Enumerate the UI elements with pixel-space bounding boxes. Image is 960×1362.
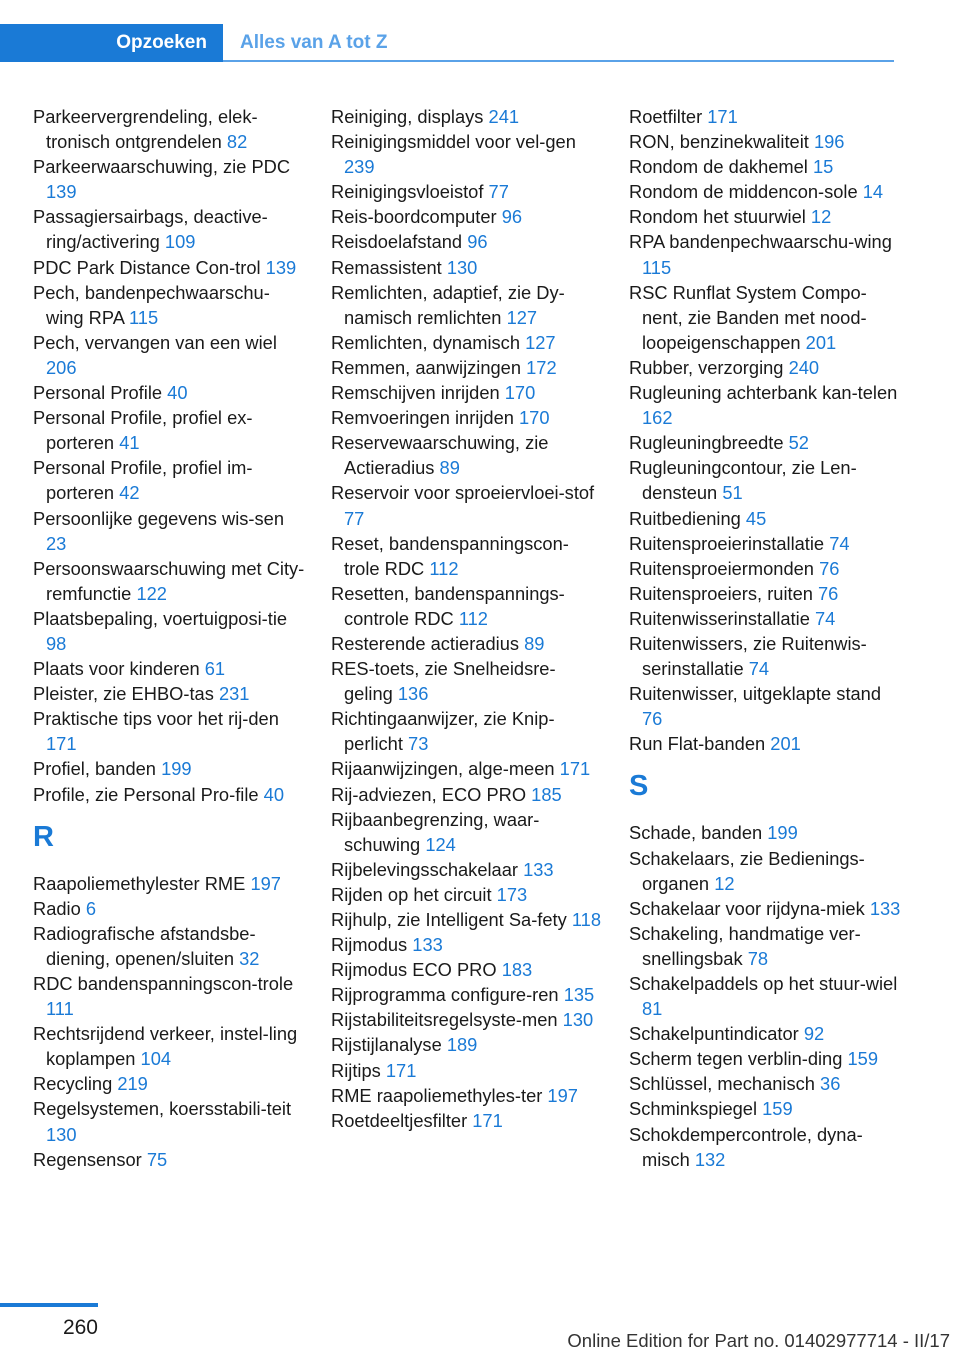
page-reference-link[interactable]: 241 — [488, 106, 520, 127]
index-entry-text: Ruitensproeiermonden — [629, 557, 814, 579]
index-entry-text: Rijbaanbegrenzing, waar-schuwing — [331, 808, 540, 855]
index-entry — [331, 104, 603, 129]
page-reference-link[interactable]: 74 — [829, 532, 850, 554]
page-reference-link[interactable]: 76 — [642, 708, 663, 730]
index-entry-text: Rondom de dakhemel — [629, 156, 808, 178]
page-reference-link[interactable]: 109 — [164, 231, 196, 253]
index-entry — [33, 706, 305, 756]
index-entry — [331, 807, 603, 857]
index-entry-text: Scherm tegen verblin-ding — [629, 1048, 843, 1070]
index-entry — [629, 731, 901, 756]
index-entry-text: Remassistent — [331, 256, 442, 278]
index-entry-text: Reservoir voor sproeiervloei-stof — [331, 482, 595, 504]
index-entry — [331, 330, 603, 355]
index-entry-text: Recycling — [33, 1073, 113, 1095]
page-reference-link[interactable]: 171 — [46, 733, 77, 755]
page-reference-link[interactable]: 122 — [136, 582, 167, 604]
page-reference-link[interactable]: 132 — [694, 1148, 726, 1170]
index-entry-text: Schminkspiegel — [629, 1098, 758, 1120]
page-reference-link[interactable]: 89 — [524, 632, 545, 654]
index-column-1 — [33, 104, 305, 1172]
page-reference-link[interactable]: 78 — [747, 947, 769, 969]
index-entry-text: Reinigingsmiddel voor vel-gen — [331, 131, 576, 153]
page-reference-link[interactable]: 201 — [770, 733, 801, 755]
index-entry — [33, 606, 305, 656]
tab-opzoeken[interactable]: Opzoeken — [0, 24, 223, 62]
page-reference-link[interactable]: 133 — [869, 897, 901, 919]
page-reference-link[interactable]: 201 — [805, 331, 837, 353]
index-column-3 — [629, 104, 901, 1172]
index-entry — [33, 255, 305, 280]
index-entry — [629, 921, 901, 971]
index-entry-text: Rijaanwijzingen, alge-meen — [331, 758, 555, 780]
index-entry-text: Ruitenwisserinstallatie — [629, 607, 810, 629]
index-entry-text: Rijtips — [331, 1059, 381, 1081]
index-entry-text: Rugleuningbreedte — [629, 432, 784, 454]
index-entry-text: Rijbelevingsschakelaar — [331, 858, 518, 880]
page-reference-link[interactable]: 136 — [397, 683, 429, 705]
index-entry-text: Parkeerwaarschuwing, zie PDC — [33, 156, 291, 178]
index-entry — [33, 656, 305, 681]
index-entry — [629, 896, 901, 921]
index-entry — [629, 154, 901, 179]
index-entry — [629, 531, 901, 556]
page-reference-link[interactable]: 73 — [408, 733, 429, 755]
page-reference-link[interactable]: 112 — [429, 557, 459, 579]
index-entry-text: Personal Profile, profiel im-porteren — [33, 457, 253, 504]
page-number: 260 — [62, 1316, 98, 1339]
index-entry — [33, 104, 305, 154]
index-entry-text: Reservewaarschuwing, zie Actieradius — [331, 432, 549, 479]
page-reference-link[interactable]: 133 — [523, 858, 554, 880]
index-entry-text: Regensensor — [33, 1148, 142, 1170]
page-reference-link[interactable]: 240 — [788, 356, 820, 378]
index-entry-text: Pech, vervangen van een wiel — [33, 331, 277, 353]
index-entry-text: Plaatsbepaling, voertuigposi-tie — [33, 607, 288, 629]
index-entry — [629, 846, 901, 896]
index-entry-text: PDC Park Distance Con-trol — [33, 256, 261, 278]
index-entry-text: Rijmodus ECO PRO — [331, 959, 497, 981]
index-entry-text: Ruitbediening — [629, 507, 741, 529]
index-entry-text: Praktische tips voor het rij-den — [33, 708, 279, 730]
page-reference-link[interactable]: 197 — [547, 1084, 578, 1106]
page-reference-link[interactable]: 199 — [767, 822, 798, 844]
index-entry-text: Radio — [33, 897, 81, 919]
index-entry-text: Rubber, verzorging — [629, 356, 784, 378]
index-entry-text: Rijmodus — [331, 934, 408, 956]
page-reference-link[interactable]: 171 — [385, 1059, 417, 1081]
page-reference-link[interactable]: 171 — [472, 1109, 503, 1131]
page-reference-link[interactable]: 15 — [812, 156, 834, 178]
page-reference-link[interactable]: 219 — [117, 1073, 148, 1095]
index-entry — [629, 631, 901, 681]
index-entry-text: Schakelaars, zie Bedienings-organen — [629, 847, 865, 894]
page-reference-link[interactable]: 159 — [762, 1098, 793, 1120]
index-entry — [331, 932, 603, 957]
page-reference-link[interactable]: 115 — [129, 306, 159, 328]
index-entry — [33, 871, 305, 896]
index-entry — [629, 606, 901, 631]
index-entry — [33, 506, 305, 556]
index-entry-text: Rijprogramma configure-ren — [331, 984, 559, 1006]
page-reference-link[interactable]: 111 — [46, 998, 74, 1020]
page-reference-link[interactable]: 162 — [642, 407, 673, 429]
index-entry-text: Rij-adviezen, ECO PRO — [331, 783, 527, 805]
index-entry — [629, 455, 901, 505]
index-entry — [331, 1108, 603, 1133]
index-entry — [331, 204, 603, 229]
index-entry — [331, 405, 603, 430]
index-entry-text: Schakelpaddels op het stuur-wiel — [629, 973, 898, 994]
index-entry — [331, 857, 603, 882]
index-entry — [331, 656, 603, 706]
page-reference-link[interactable]: 173 — [496, 883, 528, 905]
index-entry — [33, 1096, 305, 1146]
page-reference-link[interactable]: 104 — [140, 1048, 172, 1070]
index-entry — [331, 756, 603, 781]
page-reference-link[interactable]: 130 — [562, 1009, 594, 1031]
index-entry — [331, 380, 603, 405]
page-reference-link[interactable]: 42 — [119, 482, 140, 504]
index-entry — [33, 280, 305, 330]
index-entry — [33, 971, 305, 1021]
index-entry — [331, 355, 603, 380]
index-entry — [331, 229, 603, 254]
header-tabbar — [0, 24, 894, 62]
index-entry — [629, 820, 901, 845]
index-entry-text: Profile, zie Personal Pro-file — [33, 783, 259, 805]
index-entry — [629, 104, 901, 129]
page-reference-link[interactable]: 77 — [344, 507, 365, 529]
index-entry — [331, 280, 603, 330]
index-entry — [629, 229, 901, 279]
index-entry-text: Roetdeeltjesfilter — [331, 1109, 468, 1131]
page-reference-link[interactable]: 61 — [204, 658, 226, 680]
page-reference-link[interactable]: 12 — [714, 872, 735, 894]
index-entry-text: Schakelpuntindicator — [629, 1023, 799, 1045]
index-entry — [331, 882, 603, 907]
page-reference-link[interactable]: 112 — [458, 607, 488, 629]
page-reference-link[interactable]: 76 — [819, 557, 840, 579]
page-reference-link[interactable]: 171 — [559, 758, 591, 780]
index-entry — [33, 782, 305, 807]
index-entry-text: Reis-boordcomputer — [331, 206, 497, 228]
page-reference-link[interactable]: 189 — [446, 1034, 478, 1056]
index-entry — [331, 907, 603, 932]
index-entry-text: Personal Profile, profiel ex-porteren — [33, 407, 253, 454]
page-reference-link[interactable]: 74 — [814, 607, 836, 629]
index-entry-text: Rijden op het circuit — [331, 883, 492, 905]
page-reference-link[interactable]: 172 — [526, 356, 557, 378]
index-entry — [629, 430, 901, 455]
index-entry-text: Rechtsrijdend verkeer, instel-ling koplampen — [33, 1023, 298, 1070]
index-entry — [33, 556, 305, 606]
page-reference-link[interactable]: 40 — [167, 382, 188, 404]
index-entry-text: Rugleuningcontour, zie Len-densteun — [629, 457, 857, 504]
index-entry-text: Persoonswaarschuwing met City-remfunctie — [33, 557, 305, 604]
index-entry — [331, 1032, 603, 1057]
page-reference-link[interactable]: 159 — [847, 1048, 879, 1070]
index-entry-text: Rijhulp, zie Intelligent Sa-fety — [331, 909, 567, 930]
index-entry-text: Run Flat-banden — [629, 733, 766, 755]
page-reference-link[interactable]: 89 — [439, 457, 460, 479]
index-entry — [331, 1083, 603, 1108]
index-entry — [629, 681, 901, 731]
page-reference-link[interactable]: 12 — [810, 206, 832, 228]
index-entry-text: Ruitenwisser, uitgeklapte stand — [629, 683, 882, 705]
page-reference-link[interactable]: 115 — [642, 256, 672, 278]
page-reference-link[interactable]: 23 — [46, 532, 67, 554]
index-entry-text: Regelsystemen, koersstabili-teit — [33, 1098, 292, 1120]
index-entry-text: Radiografische afstandsbe-diening, openen/sluiten — [33, 922, 256, 969]
index-entry-text: Schade, banden — [629, 822, 763, 844]
page-reference-link[interactable]: 77 — [488, 181, 509, 203]
index-entry-text: Passagiersairbags, deactive-ring/activering — [33, 206, 268, 253]
index-entry-text: RME raapoliemethyles-ter — [331, 1084, 543, 1106]
index-entry-text: Schakeling, handmatige ver-snellingsbak — [629, 922, 861, 969]
page-reference-link[interactable]: 36 — [820, 1073, 841, 1095]
index-entry — [629, 129, 901, 154]
index-entry — [331, 581, 603, 631]
index-entry-text: Ruitensproeierinstallatie — [629, 532, 825, 554]
index-entry-text: Reinigingsvloeistof — [331, 181, 484, 203]
index-entry — [33, 1147, 305, 1172]
index-entry — [331, 957, 603, 982]
index-entry-text: RDC bandenspanningscon-trole — [33, 973, 294, 994]
index-column-2 — [331, 104, 603, 1133]
index-entry — [33, 455, 305, 505]
index-entry-text: Rijstijlanalyse — [331, 1034, 442, 1056]
index-entry — [331, 531, 603, 581]
index-entry-text: Persoonlijke gegevens wis-sen — [33, 507, 284, 529]
index-entry-text: RON, benzinekwaliteit — [629, 131, 809, 153]
page-reference-link[interactable]: 51 — [722, 482, 743, 504]
index-entry-text: Remvoeringen inrijden — [331, 407, 514, 429]
index-entry — [629, 355, 901, 380]
index-entry-text: Reiniging, displays — [331, 106, 484, 127]
tab-alles-van-a-tot-z[interactable]: Alles van A tot Z — [240, 32, 388, 53]
page-reference-link[interactable]: 130 — [46, 1123, 77, 1145]
page-reference-link[interactable]: 139 — [265, 256, 297, 278]
index-entry — [33, 1071, 305, 1096]
index-entry-text: Pleister, zie EHBO-tas — [33, 683, 214, 705]
index-entry-text: Ruitenwissers, zie Ruitenwis-serinstallatie — [629, 632, 867, 680]
index-entry-text: Rondom de middencon-sole — [629, 181, 858, 203]
page-reference-link[interactable]: 183 — [501, 959, 533, 981]
index-entry-text: Schlüssel, mechanisch — [629, 1073, 815, 1095]
index-entry — [629, 506, 901, 531]
page-reference-link[interactable]: 130 — [446, 256, 478, 278]
index-entry-text: Reset, bandenspanningscon-trole RDC — [331, 532, 569, 579]
index-entry — [629, 581, 901, 606]
page-reference-link[interactable]: 197 — [250, 872, 281, 894]
page-reference-link[interactable]: 170 — [519, 407, 550, 429]
page-reference-link[interactable]: 118 — [571, 909, 601, 930]
page-reference-link[interactable]: 206 — [46, 356, 77, 378]
index-entry — [629, 971, 901, 1021]
index-entry — [629, 1046, 901, 1071]
page-reference-link[interactable]: 75 — [146, 1148, 168, 1170]
index-entry — [33, 756, 305, 781]
index-entry — [629, 204, 901, 229]
index-entry-text: RSC Runflat System Compo-nent, zie Banden met nood-loopeigenschappen — [629, 281, 867, 353]
index-entry — [33, 204, 305, 254]
index-entry — [33, 330, 305, 380]
index-entry-text: Rijstabiliteitsregelsyste-men — [331, 1009, 558, 1031]
index-entry — [331, 480, 603, 530]
index-entry — [629, 1071, 901, 1096]
page-reference-link[interactable]: 133 — [412, 934, 443, 956]
page-reference-link[interactable]: 6 — [85, 897, 97, 919]
index-entry-text: Resetten, bandenspannings-controle RDC — [331, 582, 565, 629]
index-entry-text: Raapoliemethylester RME — [33, 872, 246, 894]
index-entry-text: Remschijven inrijden — [331, 382, 500, 404]
index-entry — [629, 1122, 901, 1172]
index-entry — [331, 179, 603, 204]
index-entry — [331, 706, 603, 756]
page-reference-link[interactable]: 82 — [226, 131, 248, 153]
index-entry — [629, 1096, 901, 1121]
index-entry-text: Rondom het stuurwiel — [629, 206, 806, 228]
page-reference-link[interactable]: 171 — [707, 106, 738, 127]
index-entry — [629, 380, 901, 430]
page-reference-link[interactable]: 185 — [531, 783, 562, 805]
index-entry-text: Pech, bandenpechwaarschu-wing RPA — [33, 281, 270, 328]
index-entry-text: Schokdempercontrole, dyna-misch — [629, 1123, 863, 1170]
page-reference-link[interactable]: 239 — [344, 156, 375, 178]
index-entry-text: Profiel, banden — [33, 758, 156, 780]
index-entry — [331, 982, 603, 1007]
index-entry — [629, 556, 901, 581]
index-entry-text: RES-toets, zie Snelheidsre-geling — [331, 658, 556, 705]
page-reference-link[interactable]: 81 — [642, 998, 663, 1020]
index-entry — [331, 129, 603, 179]
page-reference-link[interactable]: 76 — [818, 582, 839, 604]
page-reference-link[interactable]: 196 — [813, 131, 845, 153]
index-entry-text: Remmen, aanwijzingen — [331, 356, 522, 378]
page-reference-link[interactable]: 32 — [239, 947, 260, 969]
page-number-rule — [0, 1303, 98, 1307]
index-entry — [331, 631, 603, 656]
index-entry — [331, 430, 603, 480]
index-entry — [331, 782, 603, 807]
page-reference-link[interactable]: 45 — [745, 507, 767, 529]
page-reference-link[interactable]: 170 — [504, 382, 536, 404]
index-entry-text: Remlichten, dynamisch — [331, 331, 520, 353]
page-reference-link[interactable]: 127 — [525, 331, 556, 353]
index-entry-text: Rugleuning achterbank kan-telen — [629, 382, 898, 404]
index-entry-text: Resterende actieradius — [331, 632, 519, 654]
page-reference-link[interactable]: 40 — [263, 783, 284, 805]
index-entry — [33, 896, 305, 921]
index-entry-text: Remlichten, adaptief, zie Dy-namisch remlichten — [331, 281, 565, 328]
page-reference-link[interactable]: 127 — [506, 306, 538, 328]
page-reference-link[interactable]: 96 — [501, 206, 523, 228]
index-entry-text: Parkeervergrendeling, elek-tronisch ontgrendelen — [33, 106, 258, 153]
index-entry-text: RPA bandenpechwaarschu-wing — [629, 231, 892, 253]
index-entry — [629, 179, 901, 204]
page-reference-link[interactable]: 74 — [748, 658, 770, 680]
index-entry-text: Roetfilter — [629, 106, 703, 127]
page-reference-link[interactable]: 124 — [425, 833, 456, 855]
index-entry-text: Richtingaanwijzer, zie Knip-perlicht — [331, 708, 555, 755]
index-entry — [331, 1007, 603, 1032]
index-entry — [33, 921, 305, 971]
index-entry — [629, 280, 901, 355]
page-reference-link[interactable]: 139 — [46, 181, 77, 203]
section-letter: R — [33, 820, 54, 853]
index-entry — [33, 380, 305, 405]
index-entry — [331, 255, 603, 280]
page-reference-link[interactable]: 14 — [862, 181, 884, 203]
index-entry-text: Reisdoelafstand — [331, 231, 463, 253]
page-reference-link[interactable]: 199 — [161, 758, 192, 780]
page-reference-link[interactable]: 96 — [467, 231, 488, 253]
page-reference-link[interactable]: 135 — [563, 984, 595, 1006]
section-letter: S — [629, 770, 649, 803]
index-entry — [33, 681, 305, 706]
index-entry — [331, 1058, 603, 1083]
index-entry — [33, 154, 305, 204]
index-entry — [629, 1021, 901, 1046]
page-reference-link[interactable]: 98 — [46, 632, 67, 654]
index-entry-text: Schakelaar voor rijdyna-miek — [629, 897, 865, 919]
index-entry-text: Personal Profile — [33, 382, 163, 404]
index-entry-text: Plaats voor kinderen — [33, 658, 200, 680]
index-entry — [33, 405, 305, 455]
page-reference-link[interactable]: 231 — [218, 683, 250, 705]
page-reference-link[interactable]: 92 — [803, 1023, 825, 1045]
index-entry — [33, 1021, 305, 1071]
page-reference-link[interactable]: 41 — [119, 432, 140, 454]
header-rule — [223, 60, 894, 62]
page-reference-link[interactable]: 52 — [788, 432, 809, 454]
edition-footer: Online Edition for Part no. 01402977714 - II/17 — [567, 1330, 950, 1351]
index-entry-text: Ruitensproeiers, ruiten — [629, 582, 813, 604]
